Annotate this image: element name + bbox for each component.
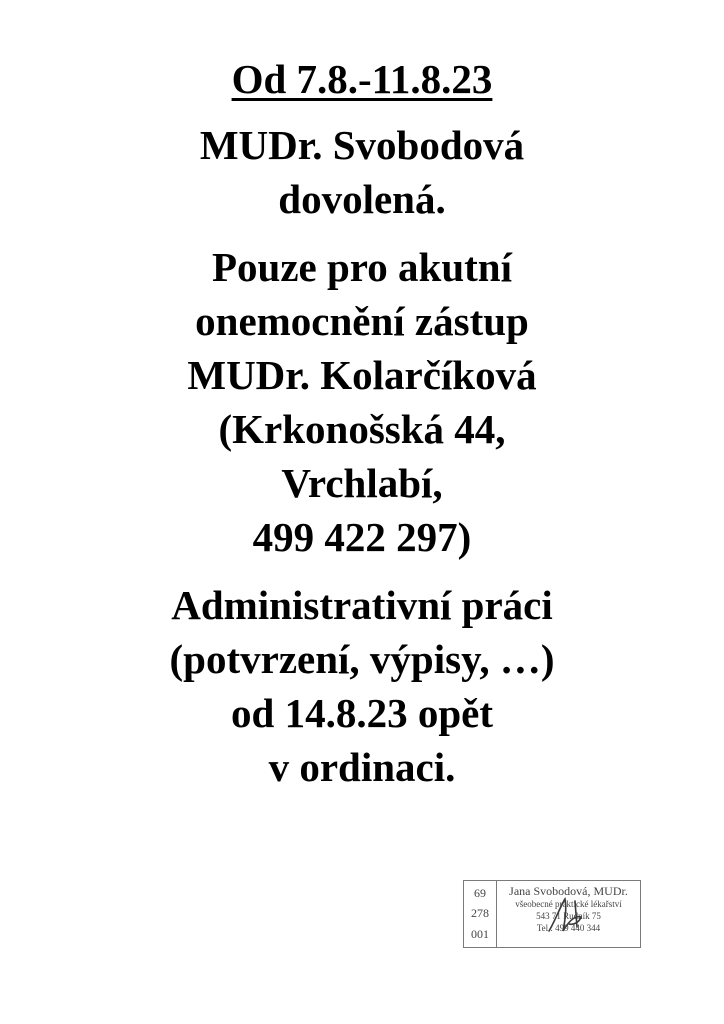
notice-line: Pouze pro akutní	[212, 244, 512, 290]
notice-line: onemocnění zástup	[195, 298, 529, 344]
notice-line: Vrchlabí,	[281, 460, 443, 506]
notice-line: MUDr. Kolarčíková	[187, 352, 537, 398]
notice-line: Administrativní práci	[171, 582, 553, 628]
spacer	[0, 106, 724, 118]
stamp-line: Tel.: 499 440 344	[536, 923, 601, 933]
notice-line: (potvrzení, výpisy, …)	[169, 636, 555, 682]
stamp-line: 543 71 Rudník 75	[536, 911, 601, 921]
spacer	[0, 564, 724, 578]
notice-heading: Od 7.8.-11.8.23	[231, 56, 493, 102]
notice-line: dovolená.	[278, 176, 446, 222]
notice-line: MUDr. Svobodová	[199, 122, 525, 168]
doctor-stamp	[463, 880, 641, 948]
stamp-code-line: 278	[471, 906, 489, 921]
notice	[0, 52, 724, 794]
stamp-code-line: 001	[471, 927, 489, 942]
stamp-code-line: 69	[474, 885, 486, 900]
spacer	[0, 226, 724, 240]
stamp-body	[497, 881, 640, 947]
stamp-name: Jana Svobodová, MUDr.	[509, 884, 628, 898]
stamp-code	[464, 881, 497, 947]
notice-line: (Krkonošská 44,	[218, 406, 506, 452]
notice-line: 499 422 297)	[252, 514, 472, 560]
stamp-line: všeobecné praktické lékařství	[515, 899, 622, 909]
notice-line: v ordinaci.	[268, 744, 456, 790]
notice-line: od 14.8.23 opět	[231, 690, 493, 736]
